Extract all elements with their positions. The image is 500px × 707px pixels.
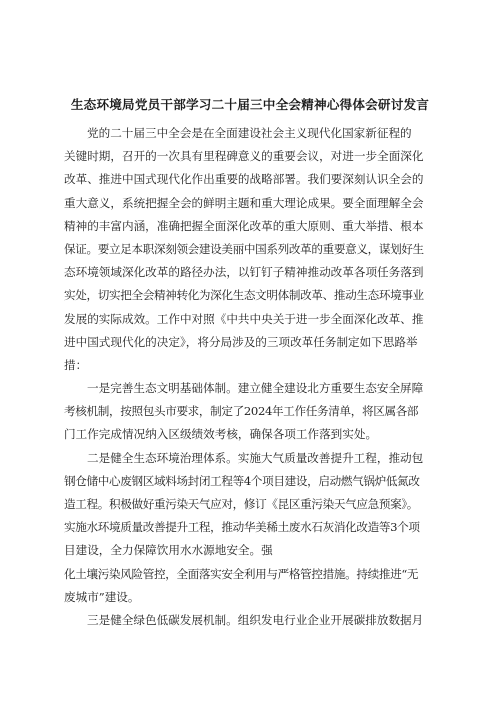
paragraph-first-line: 党的二十届三中全会是在全面建设社会主义现代化国家新征程的 [87,126,412,140]
text-line: 考核机制，按照包头市要求，制定了2024年工作任务清单，将区属各部 [64,404,419,419]
text-line: 废城市”建设。 [64,589,140,604]
text-line: 实施水环境质量改善提升工程，推动华美稀土废水石灰消化改造等3个项 [64,520,420,535]
text-line: 态环境领域深化改革的路径办法，以钉钉子精神推动改革各项任务落到 [64,265,424,280]
text-line: 造工程。积极做好重污染天气应对，修订《昆区重污染天气应急预案》。 [64,497,419,511]
paragraph-first-line: 一是完善生态文明基础体制。建立健全建设北方重要生态安全屏障 [87,381,424,396]
document-body [64,122,460,632]
text-line: 门工作完成情况纳入区级绩效考核，确保各项工作落到实处。 [64,427,378,442]
text-line: 化土壤污染风险管控，全面落实安全利用与严格管控措施。持续推进“无 [64,566,419,581]
text-line: 进中国式现代化的决定》，将分局涉及的三项改革任务制定如下思路举 [64,334,418,349]
document-title: 生态环境局党员干部学习二十届三中全会精神心得体会研讨发言 [70,97,430,112]
text-line: 钢仓储中心废钢区域料场封闭工程等4个项目建设，启动燃气锅炉低氮改 [64,473,420,488]
text-line: 措： [64,357,88,372]
paragraph-first-line: 二是健全生态环境治理体系。实施大气质量改善提升工程，推动包 [87,450,424,465]
text-line: 精神的丰富内涵，准确把握全面深化改革的重大原则、重大举措、根本 [64,218,424,233]
text-line: 保证。要立足本职深刻领会建设美丽中国系列改革的重要意义，谋划好生 [64,241,424,256]
text-line: 目建设，全力保障饮用水水源地安全。强 [64,543,273,558]
text-line: 重大意义，系统把握全会的鲜明主题和重大理论成果。要全面理解全会 [64,195,424,210]
text-line: 发展的实际成效。工作中对照《中共中央关于进一步全面深化改革、推 [64,311,424,326]
paragraph-first-line: 三是健全绿色低碳发展机制。组织发电行业企业开展碳排放数据月 [87,612,424,627]
text-line: 关键时期，召开的一次具有里程碑意义的重要会议，对进一步全面深化 [64,149,424,164]
text-line: 实处，切实把全会精神转化为深化生态文明体制改革、推动生态环境事业 [64,288,424,303]
text-line: 改革、推进中国式现代化作出重要的战略部署。我们要深刻认识全会的 [64,172,424,187]
